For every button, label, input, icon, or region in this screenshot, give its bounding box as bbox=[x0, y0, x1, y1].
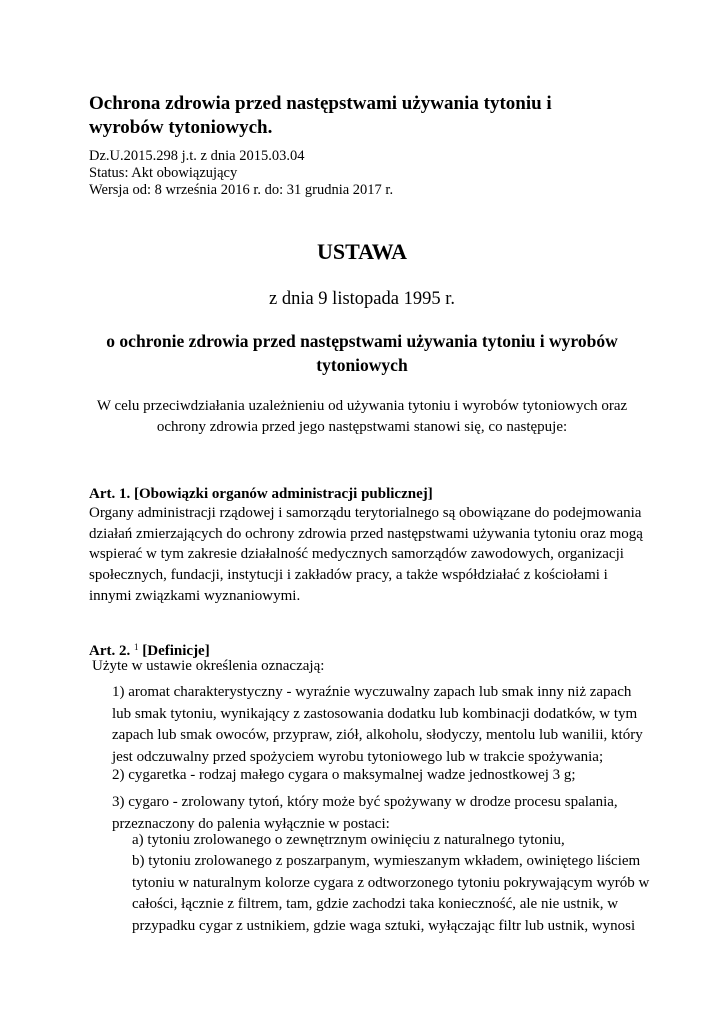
version-range: Wersja od: 8 września 2016 r. do: 31 grudnia 2017 r. bbox=[89, 182, 394, 198]
definition-3b-line: całości, łącznie z filtrem, tam, gdzie zachodzi taka konieczność, ale nie ustnik, w bbox=[132, 896, 619, 912]
article-1-line: innymi związkami wyznaniowymi. bbox=[89, 587, 301, 604]
definition-3b bbox=[132, 851, 649, 937]
definition-3b-line: b) tytoniu zrolowanego z poszarpanym, wymieszanym wkładem, owiniętego liściem bbox=[132, 853, 641, 869]
definition-1-line: 1) aromat charakterystyczny - wyraźnie wyczuwalny zapach lub smak inny niż zapach bbox=[112, 684, 632, 700]
article-1-body bbox=[89, 503, 643, 607]
article-1-heading: Art. 1. [Obowiązki organów administracji publicznej] bbox=[89, 486, 433, 502]
definition-1-line: zapach lub smak owoców, przypraw, ziół, alkoholu, słodyczy, mentolu lub wanilii, który bbox=[112, 727, 643, 743]
article-1-line: wspierać w tym zakresie działalność medycznych samorządów zawodowych, organizacji bbox=[89, 546, 624, 563]
definition-3 bbox=[112, 792, 618, 835]
preamble bbox=[0, 396, 724, 438]
article-1-line: działań zmierzających do ochrony zdrowia przed następstwami używania tytoniu oraz mogą bbox=[89, 525, 643, 542]
definition-3a: a) tytoniu zrolowanego o zewnętrznym owinięciu z naturalnego tytoniu, bbox=[132, 832, 565, 848]
article-2-number: Art. 2. bbox=[89, 643, 131, 659]
article-1-line: Organy administracji rządowej i samorządu terytorialnego są obowiązane do podejmowania bbox=[89, 505, 642, 521]
article-2-intro: Użyte w ustawie określenia oznaczają: bbox=[92, 658, 325, 674]
document-title-line-1: Ochrona zdrowia przed następstwami używania tytoniu i bbox=[89, 93, 552, 114]
act-subject-line-2: tytoniowych bbox=[316, 355, 408, 375]
act-type-heading: USTAWA bbox=[316, 239, 408, 264]
act-status: Status: Akt obowiązujący bbox=[89, 165, 238, 181]
definition-2: 2) cygaretka - rodzaj małego cygara o maksymalnej wadze jednostkowej 3 g; bbox=[112, 767, 576, 783]
act-date: z dnia 9 listopada 1995 r. bbox=[269, 289, 455, 309]
act-subject bbox=[0, 329, 724, 377]
article-1-line: społecznych, fundacji, instytucji i zakładów pracy, a także współdziałać z kościołami i bbox=[89, 567, 608, 584]
footnote-reference[interactable]: 1 bbox=[134, 642, 139, 652]
article-2-title: [Definicje] bbox=[138, 643, 210, 659]
definition-1-continuation bbox=[112, 704, 643, 769]
document-title bbox=[89, 92, 552, 140]
definition-1-line: jest odczuwalny przed spożyciem wyrobu tytoniowego lub w trakcie spożywania; bbox=[112, 748, 604, 765]
definition-1-line: lub smak tytoniu, wynikający z zastosowania dodatku lub kombinacji dodatków, w tym bbox=[112, 705, 638, 722]
definition-3b-line: przypadku cygar z ustnikiem, gdzie waga sztuki, wyłączając filtr lub ustnik, wynosi bbox=[132, 917, 636, 934]
document-title-line-2: wyrobów tytoniowych. bbox=[89, 117, 273, 138]
preamble-line-2: ochrony zdrowia przed jego następstwami stanowi się, co następuje: bbox=[156, 419, 568, 435]
preamble-line-1: W celu przeciwdziałania uzależnieniu od używania tytoniu i wyrobów tytoniowych oraz bbox=[96, 398, 628, 414]
definition-3-line: przeznaczony do palenia wyłącznie w postaci: bbox=[112, 815, 390, 832]
definition-3b-line: tytoniu w naturalnym kolorze cygara z odtworzonego tytoniu pokrywającym wyrób w bbox=[132, 874, 650, 891]
act-subject-line-1: o ochronie zdrowia przed następstwami używania tytoniu i wyrobów bbox=[106, 331, 618, 351]
definition-1 bbox=[112, 682, 631, 704]
journal-reference: Dz.U.2015.298 j.t. z dnia 2015.03.04 bbox=[89, 148, 305, 164]
definition-3-line: 3) cygaro - zrolowany tytoń, który może być spożywany w drodze procesu spalania, bbox=[112, 794, 618, 810]
